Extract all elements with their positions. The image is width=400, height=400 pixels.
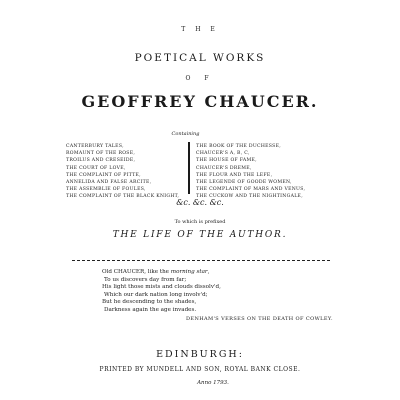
epigraph-attribution: DENHAM'S VERSES ON THE DEATH OF COWLEY.	[186, 316, 333, 322]
contents-item: TROILUS AND CRESEIDE,	[66, 158, 136, 164]
contents-item: THE ASSEMBLIE OF FOULES,	[66, 187, 146, 193]
contents-item: THE COMPLAINT OF PITTE,	[66, 172, 141, 178]
heading-the: T H E	[181, 26, 219, 33]
epigraph-text: Old CHAUCER, like the	[102, 269, 171, 275]
epigraph-line: His light those mists and clouds dissolv'd,	[102, 284, 221, 291]
epigraph	[102, 269, 342, 315]
ornamental-rule	[72, 260, 330, 261]
contents-item: THE COURT OF LOVE,	[66, 165, 126, 171]
contents-item: THE COMPLAINT OF MARS AND VENUS,	[196, 187, 306, 193]
imprint-year: Anno 1793.	[197, 380, 229, 386]
column-divider	[188, 142, 190, 194]
epigraph-line: But he descending to the shades,	[102, 299, 197, 306]
contents-item: THE HOUSE OF FAME,	[196, 158, 257, 164]
contents-item: THE FLOUR AND THE LEFE,	[196, 172, 273, 178]
containing-label: Containing	[171, 131, 200, 137]
contents-item: THE BOOK OF THE DUCHESSE,	[196, 144, 282, 149]
epigraph-line	[102, 269, 342, 277]
contents-item: CANTERBURY TALES,	[66, 144, 124, 149]
contents-item: THE LEGENDE OF GOODE WOMEN,	[196, 180, 292, 186]
epigraph-text: ,	[207, 269, 210, 275]
epigraph-line: Which our dark nation long involv'd;	[104, 291, 208, 298]
contents-item: CHAUCER'S A, B, C,	[196, 151, 250, 157]
imprint-printer: PRINTED BY MUNDELL AND SON, ROYAL BANK CLOSE.	[99, 366, 301, 373]
contents-right-column	[196, 143, 336, 201]
epigraph-line: To us discovers day from far;	[104, 276, 187, 283]
contents-item: ANNELIDA AND FALSE ARCITE,	[66, 180, 152, 186]
etc-mark: &c. &c. &c.	[176, 198, 224, 207]
author-name: GEOFFREY CHAUCER.	[81, 92, 319, 111]
contents-item: ROMAUNT OF THE ROSE,	[66, 151, 136, 157]
heading-of: O F	[185, 75, 215, 82]
prefix-line: To which is prefixed	[174, 219, 226, 225]
contents-item: CHAUCER'S DREME,	[196, 165, 252, 171]
life-title: THE LIFE OF THE AUTHOR.	[112, 230, 288, 240]
contents-left-column	[66, 143, 186, 201]
epigraph-italic-text: morning star	[170, 269, 208, 275]
heading-poetical-works: POETICAL WORKS	[134, 52, 266, 64]
contents-item: THE CUCKOW AND THE NIGHTINGALE,	[196, 194, 303, 200]
contents-item: THE COMPLAINT OF THE BLACK KNIGHT,	[66, 194, 180, 200]
imprint-place: EDINBURGH:	[156, 349, 244, 360]
epigraph-line: Darkness again the age invades.	[104, 306, 197, 313]
